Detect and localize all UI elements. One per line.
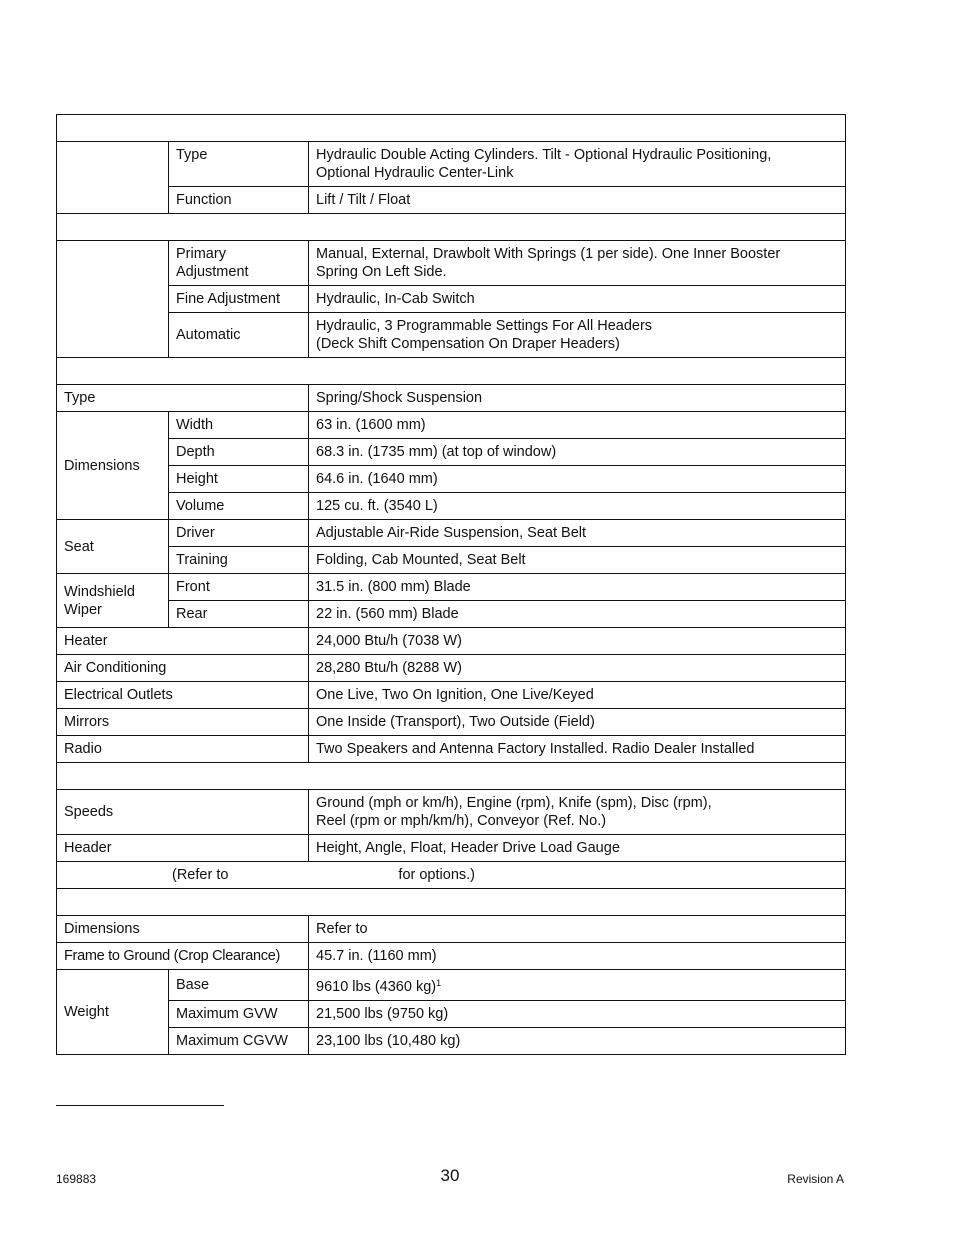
row-label: Base [169,970,309,1001]
table-row [57,547,846,574]
for-options-text: for options.) [398,867,475,883]
row-label: Type [169,142,309,187]
table-row [57,709,846,736]
row-label: Driver [169,520,309,547]
table-row [57,286,846,313]
row-label: Fine Adjustment [169,286,309,313]
table-row [57,493,846,520]
row-value: 125 cu. ft. (3540 L) [309,493,846,520]
row-label: Air Conditioning [57,655,309,682]
document-number: 169883 [56,1172,97,1186]
section-header-row [57,214,846,241]
row-label: Height [169,466,309,493]
row-value: Adjustable Air-Ride Suspension, Seat Belt [309,520,846,547]
row-value: 24,000 Btu/h (7038 W) [309,628,846,655]
row-label: Mirrors [57,709,309,736]
table-row [57,601,846,628]
row-value: 68.3 in. (1735 mm) (at top of window) [309,439,846,466]
table-row [57,313,846,358]
table-row [57,916,846,943]
section-header-row [57,889,846,916]
row-label: Dimensions [57,916,309,943]
group-label: Windshield Wiper [57,574,169,628]
row-label: Width [169,412,309,439]
row-value: 64.6 in. (1640 mm) [309,466,846,493]
section-header-row [57,358,846,385]
table-row [57,412,846,439]
row-label: Header [57,835,309,862]
table-row [57,943,846,970]
row-label: Type [57,385,309,412]
row-value: Ground (mph or km/h), Engine (rpm), Knife (spm), Disc (rpm), Reel (rpm or mph/km/h), Conveyor (Ref. No.) [309,790,846,835]
section-header-row [57,763,846,790]
table-row [57,835,846,862]
row-label: Automatic [169,313,309,358]
row-value: Folding, Cab Mounted, Seat Belt [309,547,846,574]
row-value: Height, Angle, Float, Header Drive Load Gauge [309,835,846,862]
row-label: Electrical Outlets [57,682,309,709]
row-label: Radio [57,736,309,763]
section-header-row [57,115,846,142]
specifications-table [56,114,846,1055]
table-row [57,574,846,601]
row-value: Hydraulic Double Acting Cylinders. Tilt - Optional Hydraulic Positioning, Optional Hydraulic Center-Link [309,142,846,187]
table-row [57,628,846,655]
row-value: Refer to [309,916,846,943]
row-label: Front [169,574,309,601]
row-label: Volume [169,493,309,520]
footnote-marker: 1 [436,978,442,988]
group-label: Seat [57,520,169,574]
row-label: Maximum CGVW [169,1028,309,1055]
row-label: Function [169,187,309,214]
table-row [57,970,846,1001]
table-row [57,385,846,412]
row-value: Hydraulic, In-Cab Switch [309,286,846,313]
row-value: Spring/Shock Suspension [309,385,846,412]
table-row [57,655,846,682]
table-row [57,1001,846,1028]
row-value: 28,280 Btu/h (8288 W) [309,655,846,682]
table-row [57,466,846,493]
row-value: Hydraulic, 3 Programmable Settings For All Headers (Deck Shift Compensation On Draper Headers) [309,313,846,358]
row-value: 9610 lbs (4360 kg)$^1$ [309,970,846,1001]
group-label: Dimensions [57,412,169,520]
row-value: One Live, Two On Ignition, One Live/Keyed [309,682,846,709]
options-note-row [57,862,846,889]
row-value: 31.5 in. (800 mm) Blade [309,574,846,601]
revision-label: Revision A [787,1172,844,1186]
table-row [57,241,846,286]
row-value: 22 in. (560 mm) Blade [309,601,846,628]
row-label: Heater [57,628,309,655]
group-label: Weight [57,970,169,1055]
table-row [57,790,846,835]
table-row [57,1028,846,1055]
row-value: Manual, External, Drawbolt With Springs (1 per side). One Inner Booster Spring On Left Side. [309,241,846,286]
row-label: Rear [169,601,309,628]
row-value: One Inside (Transport), Two Outside (Field) [309,709,846,736]
row-value: Lift / Tilt / Float [309,187,846,214]
row-label: Maximum GVW [169,1001,309,1028]
row-label: Depth [169,439,309,466]
table-row [57,736,846,763]
table-row [57,439,846,466]
row-label: Primary Adjustment [169,241,309,286]
refer-to-text: (Refer to [172,867,229,883]
page-number: 30 [440,1166,460,1185]
table-row [57,142,846,187]
table-row [57,682,846,709]
row-label: Training [169,547,309,574]
row-label: Frame to Ground (Crop Clearance) [57,943,309,970]
row-value: Two Speakers and Antenna Factory Installed. Radio Dealer Installed [309,736,846,763]
table-row [57,520,846,547]
row-label: Speeds [57,790,309,835]
footnote-divider [56,1105,224,1106]
table-row [57,187,846,214]
row-value: 23,100 lbs (10,480 kg) [309,1028,846,1055]
row-value: 63 in. (1600 mm) [309,412,846,439]
row-value: 45.7 in. (1160 mm) [309,943,846,970]
row-value: 21,500 lbs (9750 kg) [309,1001,846,1028]
